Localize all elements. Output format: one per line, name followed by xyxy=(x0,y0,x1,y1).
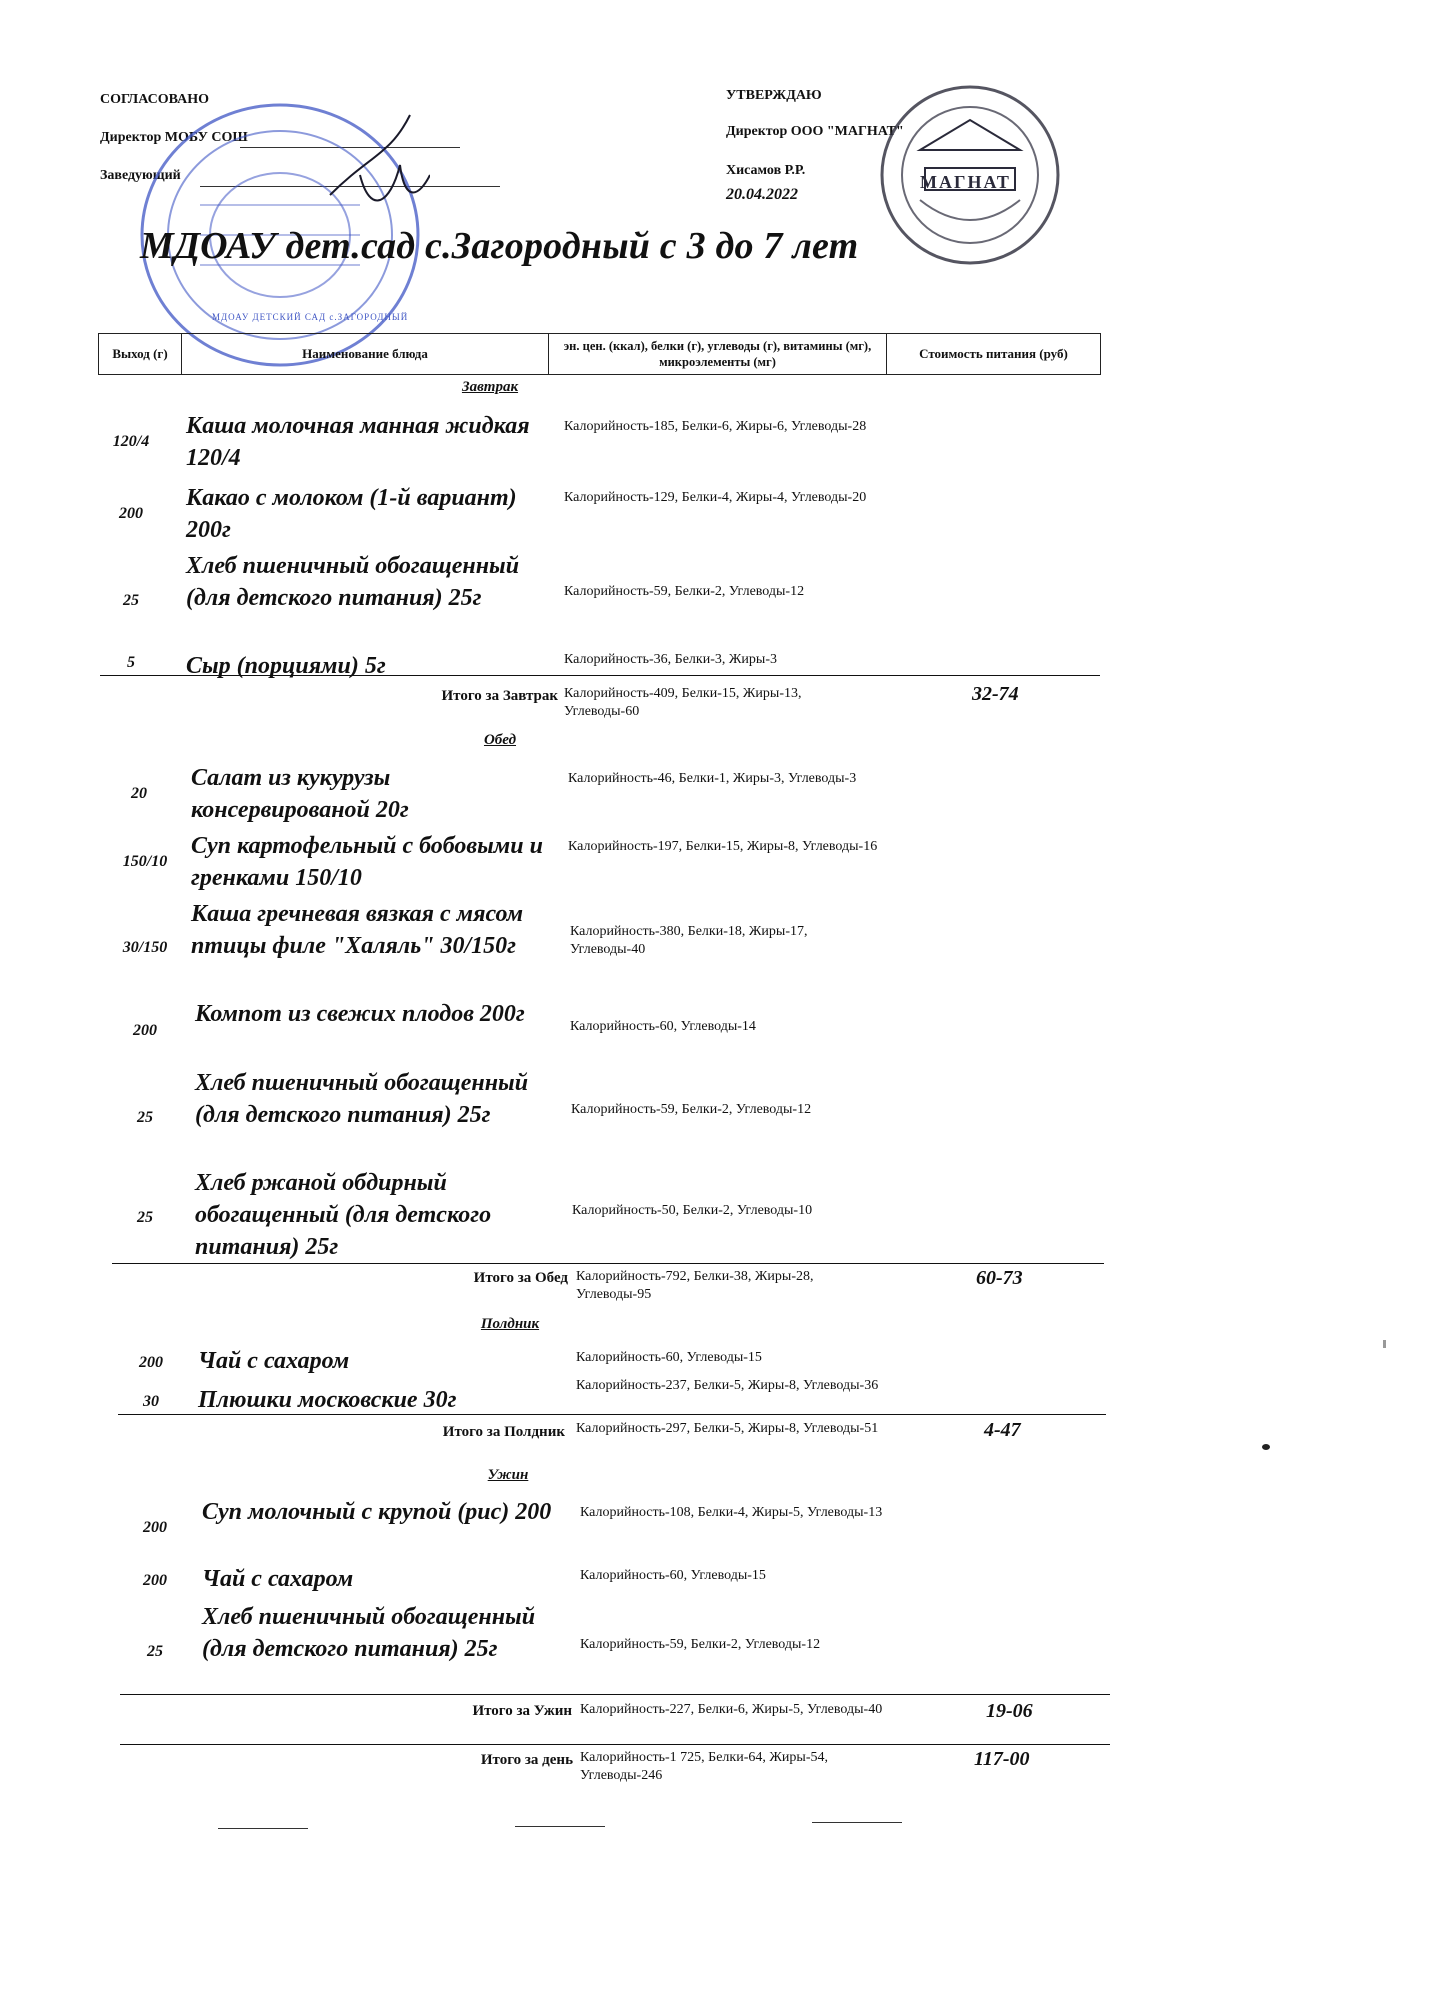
dinner-total-label: Итого за Ужин xyxy=(472,1703,572,1719)
day-rule xyxy=(120,1744,1110,1745)
day-total-nutrition: Калорийность-1 725, Белки-64, Жиры-54, Углеводы-246 xyxy=(580,1750,828,1783)
snack-total-nutrition: Калорийность-297, Белки-5, Жиры-8, Углеводы-51 xyxy=(576,1421,879,1436)
scan-speck xyxy=(1383,1340,1386,1348)
approve-label: УТВЕРЖДАЮ xyxy=(726,88,822,103)
table-row-yield: 25 xyxy=(123,592,139,609)
table-row-yield: 150/10 xyxy=(122,853,168,870)
agreed-head: Заведующий xyxy=(100,168,181,183)
table-row-name: Салат из кукурузы консервированой 20г xyxy=(191,765,409,823)
table-row-name: Чай с сахаром xyxy=(198,1348,350,1374)
table-row-yield: 120/4 xyxy=(112,433,150,450)
col-cost: Стоимость питания (руб) xyxy=(919,346,1068,361)
table-row-nutrition: Калорийность-36, Белки-3, Жиры-3 xyxy=(564,652,777,667)
meal-lunch-label: Обед xyxy=(483,732,517,748)
table-row-name: Каша молочная манная жидкая 120/4 xyxy=(186,413,530,471)
table-row-nutrition: Калорийность-237, Белки-5, Жиры-8, Углеводы-36 xyxy=(576,1378,879,1393)
approve-name: Хисамов Р.Р. xyxy=(726,163,806,178)
table-row-nutrition: Калорийность-185, Белки-6, Жиры-6, Углеводы-28 xyxy=(564,419,867,434)
snack-rule xyxy=(118,1414,1106,1415)
breakfast-rule xyxy=(100,675,1100,676)
table-row-yield: 200 xyxy=(143,1572,167,1589)
table-row-name: Каша гречневая вязкая с мясом птицы филе "Халяль" 30/150г xyxy=(191,901,524,959)
table-row-nutrition: Калорийность-46, Белки-1, Жиры-3, Углеводы-3 xyxy=(568,771,857,786)
table-row-yield: 25 xyxy=(137,1109,153,1126)
table-row-name: Суп молочный с крупой (рис) 200 xyxy=(202,1499,552,1525)
table-row-name: Компот из свежих плодов 200г xyxy=(195,1001,525,1027)
table-row-yield: 25 xyxy=(147,1643,163,1660)
table-row-nutrition: Калорийность-59, Белки-2, Углеводы-12 xyxy=(580,1637,821,1652)
table-row-nutrition: Калорийность-60, Углеводы-14 xyxy=(570,1019,756,1034)
approve-date: 20.04.2022 xyxy=(726,186,798,203)
col-nutrition: эн. цен. (ккал), белки (г), углеводы (г), витамины (мг), микроэлементы (мг) xyxy=(549,334,887,374)
table-row-name: Суп картофельный с бобовыми и гренками 150/10 xyxy=(191,833,543,891)
table-row-nutrition: Калорийность-60, Углеводы-15 xyxy=(576,1350,762,1365)
breakfast-total-nutrition: Калорийность-409, Белки-15, Жиры-13, Углеводы-60 xyxy=(564,686,802,719)
table-row-nutrition: Калорийность-59, Белки-2, Углеводы-12 xyxy=(564,584,805,599)
table-row-yield: 20 xyxy=(131,785,147,802)
table-row-nutrition: Калорийность-129, Белки-4, Жиры-4, Углеводы-20 xyxy=(564,490,867,505)
dinner-total-nutrition: Калорийность-227, Белки-6, Жиры-5, Углеводы-40 xyxy=(580,1702,883,1717)
lunch-total-nutrition: Калорийность-792, Белки-38, Жиры-28, Углеводы-95 xyxy=(576,1269,814,1302)
table-row-yield: 200 xyxy=(143,1519,167,1536)
table-row-yield: 200 xyxy=(119,505,143,522)
meal-breakfast-label: Завтрак xyxy=(461,379,519,395)
table-row-yield: 200 xyxy=(139,1354,163,1371)
breakfast-total-label: Итого за Завтрак xyxy=(441,688,558,704)
table-row-yield: 25 xyxy=(137,1209,153,1226)
table-row-name: Хлеб пшеничный обогащенный (для детского питания) 25г xyxy=(195,1070,529,1128)
table-row-nutrition: Калорийность-380, Белки-18, Жиры-17, Углеводы-40 xyxy=(570,924,808,957)
breakfast-cost: 32-74 xyxy=(972,683,1019,705)
table-row-nutrition: Калорийность-50, Белки-2, Углеводы-10 xyxy=(572,1203,813,1218)
table-row-nutrition: Калорийность-108, Белки-4, Жиры-5, Углеводы-13 xyxy=(580,1505,883,1520)
day-total-label: Итого за день xyxy=(480,1752,573,1768)
day-cost: 117-00 xyxy=(974,1748,1030,1770)
stamp-left-text: МДОАУ ДЕТСКИЙ САД с.ЗАГОРОДНЫЙ xyxy=(212,312,409,322)
table-row-name: Хлеб пшеничный обогащенный (для детского питания) 25г xyxy=(186,553,520,611)
signature-line xyxy=(812,1822,902,1823)
table-row-name: Хлеб ржаной обдирный обогащенный (для детского питания) 25г xyxy=(195,1170,492,1260)
table-row-name: Хлеб пшеничный обогащенный (для детского питания) 25г xyxy=(202,1604,536,1662)
table-header xyxy=(98,333,1101,375)
table-row-yield: 30/150 xyxy=(122,939,168,956)
table-row-nutrition: Калорийность-197, Белки-15, Жиры-8, Углеводы-16 xyxy=(568,839,878,854)
agreed-director: Директор МОБУ СОШ xyxy=(100,130,248,145)
lunch-cost: 60-73 xyxy=(976,1267,1023,1289)
lunch-total-label: Итого за Обед xyxy=(473,1270,568,1286)
table-row-yield: 5 xyxy=(127,654,135,671)
table-row-name: Чай с сахаром xyxy=(202,1566,354,1592)
table-row-name: Плюшки московские 30г xyxy=(198,1387,457,1413)
col-name: Наименование блюда xyxy=(182,334,549,374)
meal-dinner-label: Ужин xyxy=(487,1467,529,1483)
table-row-name: Какао с молоком (1-й вариант) 200г xyxy=(186,485,517,543)
signature-line xyxy=(218,1828,308,1829)
table-row-nutrition: Калорийность-59, Белки-2, Углеводы-12 xyxy=(571,1102,812,1117)
agreed-label: СОГЛАСОВАНО xyxy=(100,92,209,107)
scan-speck xyxy=(1262,1444,1270,1450)
approve-director: Директор ООО "МАГНАТ" xyxy=(726,124,904,139)
dinner-cost: 19-06 xyxy=(986,1700,1033,1722)
signature-line xyxy=(515,1826,605,1827)
snack-total-label: Итого за Полдник xyxy=(442,1424,565,1440)
dinner-rule xyxy=(120,1694,1110,1695)
lunch-rule xyxy=(112,1263,1104,1264)
stamp-right-text: МАГНАТ xyxy=(920,172,1011,192)
col-yield: Выход (г) xyxy=(99,334,182,374)
meal-snack-label: Полдник xyxy=(480,1316,540,1332)
snack-cost: 4-47 xyxy=(984,1419,1021,1441)
table-row-nutrition: Калорийность-60, Углеводы-15 xyxy=(580,1568,766,1583)
table-row-name: Сыр (порциями) 5г xyxy=(186,653,386,679)
page-title: МДОАУ дет.сад с.Загородный с 3 до 7 лет xyxy=(140,225,859,267)
table-row-yield: 200 xyxy=(133,1022,157,1039)
table-row-yield: 30 xyxy=(143,1393,159,1410)
